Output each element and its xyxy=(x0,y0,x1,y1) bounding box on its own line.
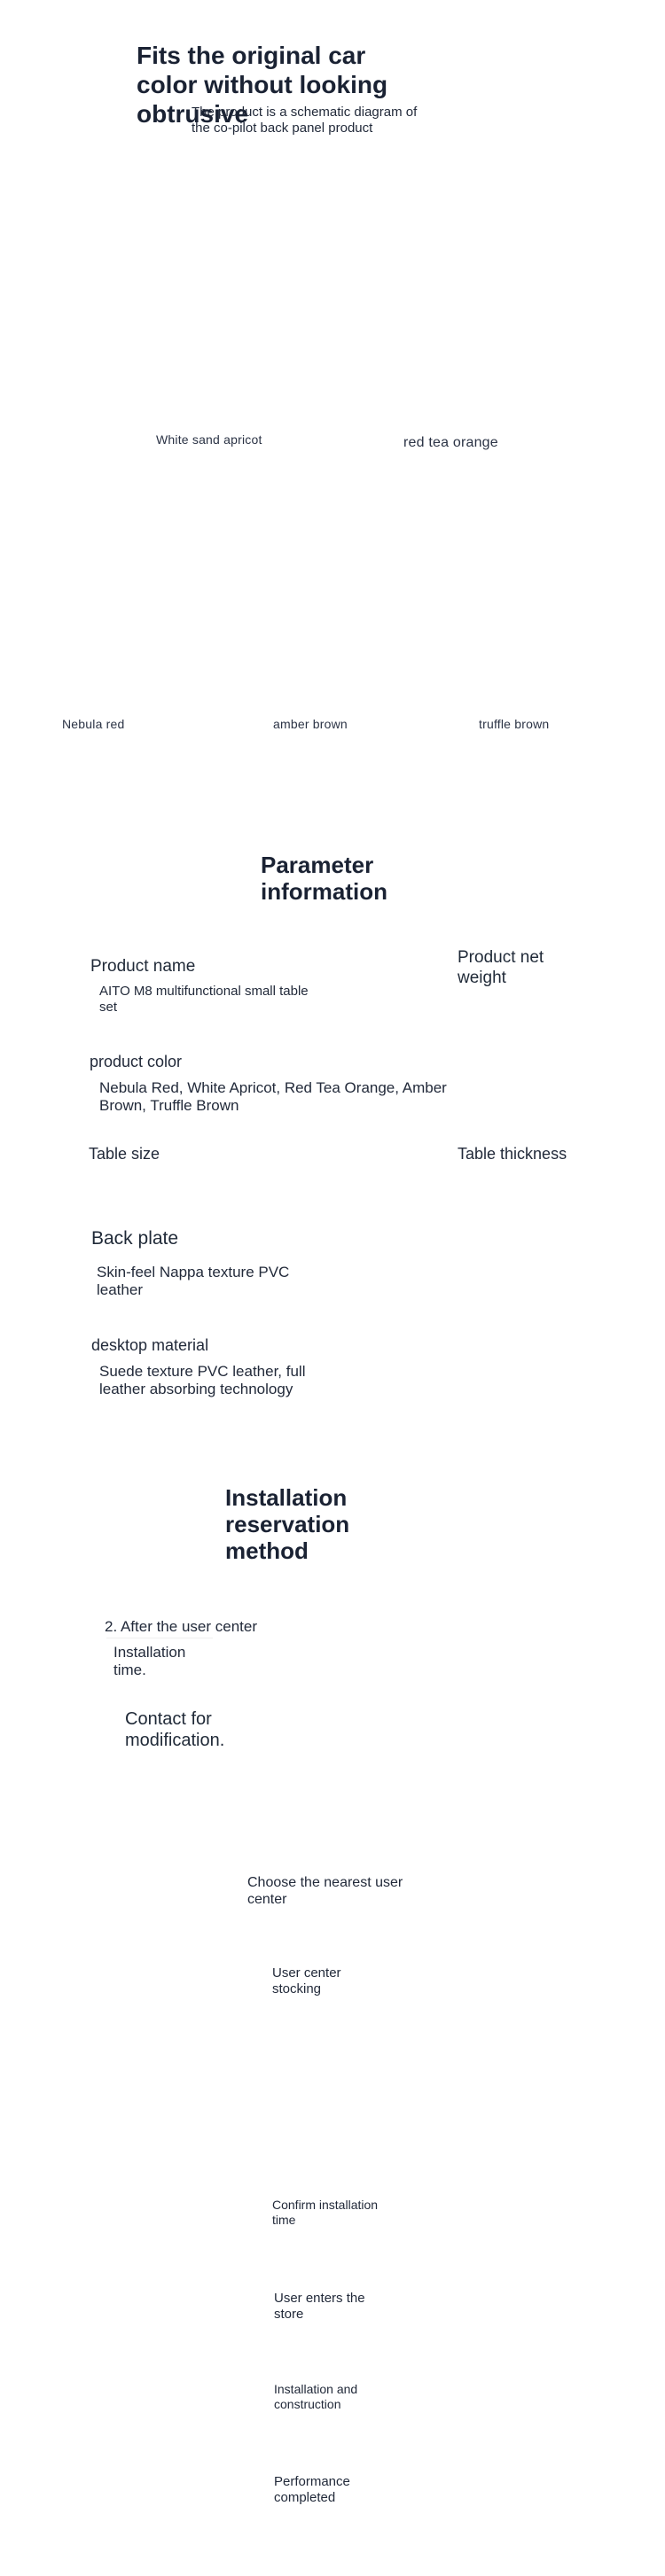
step-2-text: 2. After the user center xyxy=(105,1618,257,1635)
step-2-detail: Installation time. xyxy=(113,1644,186,1679)
hero-title: Fits the original car color without looking obtrusive xyxy=(137,42,388,128)
step-user-enters-store: User enters the store xyxy=(274,2291,365,2322)
color-truffle-brown: truffle brown xyxy=(479,717,550,731)
color-amber-brown: amber brown xyxy=(273,717,348,731)
installation-section-title: Installation reservation method xyxy=(225,1484,350,1564)
desktop-material-value: Suede texture PVC leather, full leather absorbing technology xyxy=(99,1363,306,1398)
color-red-tea-orange: red tea orange xyxy=(403,435,498,450)
step-installation-construction: Installation and construction xyxy=(274,2382,358,2411)
product-name-value: AITO M8 multifunctional small table set xyxy=(99,984,309,1015)
color-nebula-red: Nebula red xyxy=(62,717,125,731)
step-confirm-installation-time: Confirm installation time xyxy=(272,2198,379,2227)
choose-user-center: Choose the nearest user center xyxy=(247,1875,403,1908)
parameter-section-title: Parameter information xyxy=(261,852,387,905)
product-color-value: Nebula Red, White Apricot, Red Tea Orange, Amber Brown, Truffle Brown xyxy=(99,1079,447,1115)
product-name-label: Product name xyxy=(90,957,196,976)
table-size-label: Table size xyxy=(89,1145,160,1163)
net-weight-label: Product net weight xyxy=(458,948,544,987)
back-plate-label-box xyxy=(91,1227,233,1249)
contact-modification: Contact for modification. xyxy=(125,1709,225,1750)
back-plate-value: Skin-feel Nappa texture PVC leather xyxy=(97,1264,290,1299)
step-performance-completed: Performance completed xyxy=(274,2474,350,2505)
step-user-center-stocking: User center stocking xyxy=(272,1965,341,1996)
table-thickness-label: Table thickness xyxy=(458,1145,567,1163)
product-color-label: product color xyxy=(90,1053,183,1070)
back-plate-label: Back plate xyxy=(91,1228,179,1249)
hero-subtitle: The product is a schematic diagram of the co-pilot back panel product xyxy=(192,105,418,136)
color-white-sand-apricot: White sand apricot xyxy=(156,432,262,447)
desktop-material-label: desktop material xyxy=(91,1336,209,1354)
